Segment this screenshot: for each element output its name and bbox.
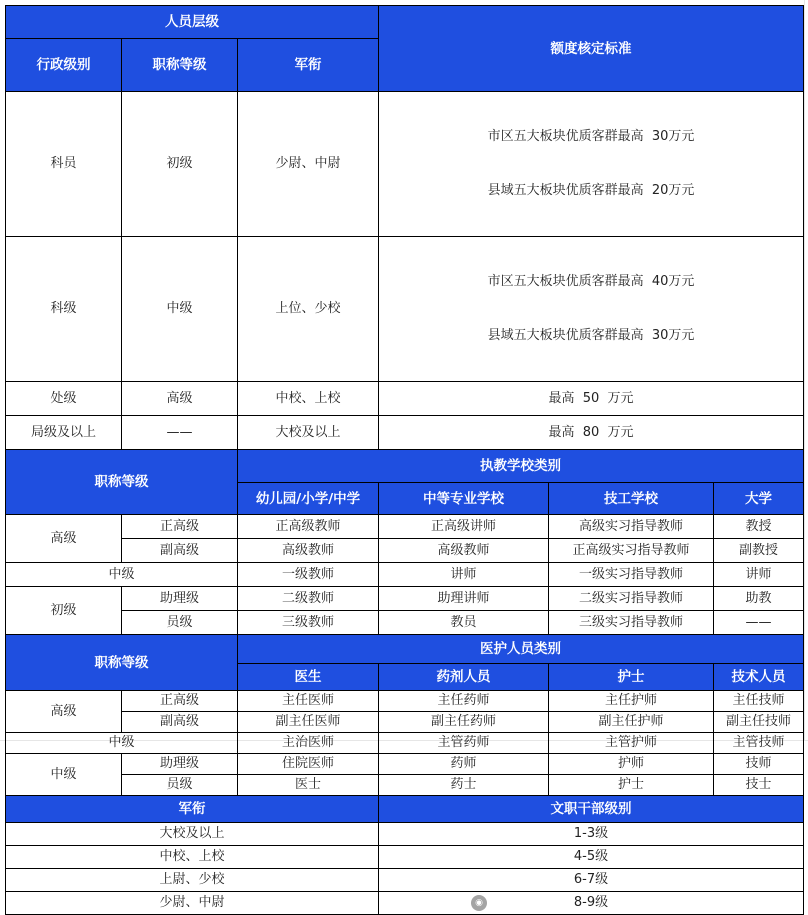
s2-group-header: 执教学校类别	[238, 450, 804, 483]
data-cell: 主任护师	[549, 691, 714, 712]
s3-header-row-1	[6, 635, 804, 664]
table-row	[6, 823, 804, 846]
grade-group-cell: 高级	[6, 515, 122, 563]
sub-grade-cell: 员级	[122, 775, 238, 796]
limit-line-urban: 市区五大板块优质客群最高 40万元	[487, 274, 695, 289]
data-cell: 一级实习指导教师	[549, 563, 714, 587]
data-cell: 教授	[714, 515, 804, 539]
limit-line-county: 县域五大板块优质客群最高 20万元	[487, 183, 695, 198]
sheet-gridline	[804, 0, 805, 741]
s1-admin-header: 行政级别	[6, 39, 122, 92]
table-row	[6, 539, 804, 563]
sub-grade-cell: 正高级	[122, 691, 238, 712]
data-cell: 护师	[549, 754, 714, 775]
grade-group-cell: 高级	[6, 691, 122, 733]
grade-group-cell: 中级	[6, 754, 122, 796]
table-row	[6, 92, 804, 237]
data-cell: 副主任护师	[549, 712, 714, 733]
s1-header-row-1	[6, 6, 804, 39]
rank-cell: 少尉、中尉	[238, 92, 379, 237]
cadre-level-text: 8-9级	[573, 895, 609, 910]
table-row	[6, 733, 804, 754]
s2-header-row-1	[6, 450, 804, 483]
cadre-level-cell	[379, 892, 804, 915]
data-cell: 一级教师	[238, 563, 379, 587]
s4-rank-header: 军衔	[6, 796, 379, 823]
table-row	[6, 416, 804, 450]
data-cell: 正高级讲师	[379, 515, 549, 539]
sub-grade-cell: 员级	[122, 611, 238, 635]
s2-col-header: 幼儿园/小学/中学	[238, 483, 379, 515]
s3-col-header: 医生	[238, 664, 379, 691]
data-cell: 主管药师	[379, 733, 549, 754]
data-cell: 高级实习指导教师	[549, 515, 714, 539]
data-cell: 副教授	[714, 539, 804, 563]
table-row	[6, 754, 804, 775]
s2-col-header: 大学	[714, 483, 804, 515]
cadre-level-cell: 6-7级	[379, 869, 804, 892]
data-cell: 二级实习指导教师	[549, 587, 714, 611]
data-cell: 护士	[549, 775, 714, 796]
data-cell: 主任药师	[379, 691, 549, 712]
limit-line-county: 县域五大板块优质客群最高 30万元	[487, 328, 695, 343]
limit-line-urban: 市区五大板块优质客群最高 30万元	[487, 129, 695, 144]
title-level-cell: 高级	[122, 382, 238, 416]
sub-grade-cell: 助理级	[122, 587, 238, 611]
credit-limit-table	[5, 5, 804, 915]
rank-cell: 大校及以上	[238, 416, 379, 450]
s3-group-header: 医护人员类别	[238, 635, 804, 664]
grade-group-cell: 初级	[6, 587, 122, 635]
admin-level-cell: 科级	[6, 237, 122, 382]
data-cell: 副主任技师	[714, 712, 804, 733]
s1-title-header: 职称等级	[122, 39, 238, 92]
table-row	[6, 587, 804, 611]
data-cell: 正高级实习指导教师	[549, 539, 714, 563]
data-cell: 教员	[379, 611, 549, 635]
limit-cell	[379, 92, 804, 237]
admin-level-cell: 科员	[6, 92, 122, 237]
data-cell: 药师	[379, 754, 549, 775]
rank-cell: 上位、少校	[238, 237, 379, 382]
s1-limit-header: 额度核定标准	[379, 6, 804, 92]
watermark-icon: ◉	[471, 895, 487, 911]
sub-grade-cell: 正高级	[122, 515, 238, 539]
table-row	[6, 892, 804, 915]
data-cell: 讲师	[714, 563, 804, 587]
data-cell: 主治医师	[238, 733, 379, 754]
title-level-cell: ——	[122, 416, 238, 450]
s3-title-header: 职称等级	[6, 635, 238, 691]
rank-cell: 上尉、少校	[6, 869, 379, 892]
s1-rank-header: 军衔	[238, 39, 379, 92]
s2-title-header: 职称等级	[6, 450, 238, 515]
s2-col-header: 中等专业学校	[379, 483, 549, 515]
s1-group-header: 人员层级	[6, 6, 379, 39]
table-row	[6, 515, 804, 539]
cadre-level-cell: 4-5级	[379, 846, 804, 869]
data-cell: 正高级教师	[238, 515, 379, 539]
admin-level-cell: 局级及以上	[6, 416, 122, 450]
data-cell: 讲师	[379, 563, 549, 587]
grade-group-cell: 中级	[6, 733, 238, 754]
data-cell: 药士	[379, 775, 549, 796]
data-cell: 技师	[714, 754, 804, 775]
table-row	[6, 237, 804, 382]
title-level-cell: 初级	[122, 92, 238, 237]
table-row	[6, 775, 804, 796]
s4-header-row	[6, 796, 804, 823]
rank-cell: 大校及以上	[6, 823, 379, 846]
s2-col-header: 技工学校	[549, 483, 714, 515]
data-cell: ——	[714, 611, 804, 635]
title-level-cell: 中级	[122, 237, 238, 382]
data-cell: 副主任医师	[238, 712, 379, 733]
rank-cell: 中校、上校	[238, 382, 379, 416]
table-row	[6, 846, 804, 869]
table-row	[6, 563, 804, 587]
s3-col-header: 技术人员	[714, 664, 804, 691]
table-row	[6, 611, 804, 635]
data-cell: 医士	[238, 775, 379, 796]
data-cell: 高级教师	[379, 539, 549, 563]
s3-col-header: 药剂人员	[379, 664, 549, 691]
limit-cell: 最高 80 万元	[379, 416, 804, 450]
sub-grade-cell: 助理级	[122, 754, 238, 775]
s3-col-header: 护士	[549, 664, 714, 691]
data-cell: 三级实习指导教师	[549, 611, 714, 635]
data-cell: 主管护师	[549, 733, 714, 754]
data-cell: 三级教师	[238, 611, 379, 635]
table-row	[6, 869, 804, 892]
data-cell: 助理讲师	[379, 587, 549, 611]
data-cell: 主任医师	[238, 691, 379, 712]
sub-grade-cell: 副高级	[122, 539, 238, 563]
data-cell: 主任技师	[714, 691, 804, 712]
data-cell: 副主任药师	[379, 712, 549, 733]
admin-level-cell: 处级	[6, 382, 122, 416]
data-cell: 主管技师	[714, 733, 804, 754]
data-cell: 二级教师	[238, 587, 379, 611]
rank-cell: 中校、上校	[6, 846, 379, 869]
cadre-level-cell: 1-3级	[379, 823, 804, 846]
grade-group-cell: 中级	[6, 563, 238, 587]
table-row	[6, 382, 804, 416]
table-row	[6, 712, 804, 733]
data-cell: 技士	[714, 775, 804, 796]
sub-grade-cell: 副高级	[122, 712, 238, 733]
limit-cell: 最高 50 万元	[379, 382, 804, 416]
rank-cell: 少尉、中尉	[6, 892, 379, 915]
s4-level-header: 文职干部级别	[379, 796, 804, 823]
data-cell: 住院医师	[238, 754, 379, 775]
data-cell: 助教	[714, 587, 804, 611]
data-cell: 高级教师	[238, 539, 379, 563]
limit-cell	[379, 237, 804, 382]
table-row	[6, 691, 804, 712]
